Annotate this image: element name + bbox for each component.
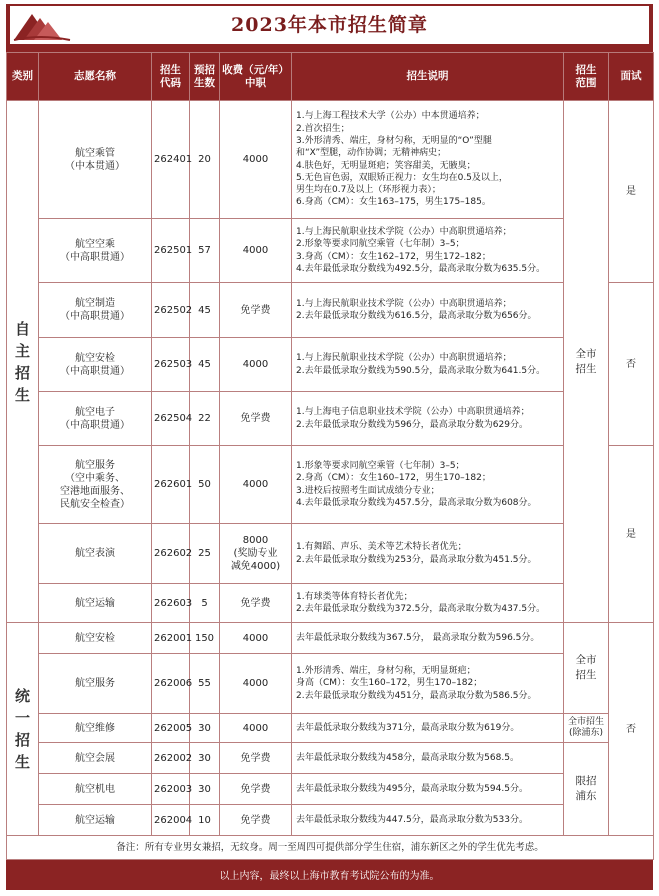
- description-line: 身高（CM）：女生160–172，男生170–182；: [296, 678, 483, 689]
- fee-line: 4000: [242, 154, 269, 165]
- table-row: [7, 219, 654, 283]
- scope-line: 招生: [575, 669, 597, 681]
- program-name-line: （中高职贯通）: [60, 251, 130, 263]
- program-name-line: 航空维修: [75, 722, 115, 734]
- category-unified-enrollment: [7, 623, 39, 836]
- fee-line: 4000: [242, 245, 269, 256]
- program-quota: 30: [190, 743, 220, 774]
- program-name-line: 航空服务: [75, 678, 115, 689]
- program-description: [292, 219, 564, 283]
- description-line: 6.身高（CM）：女生163–175，男生175–185。: [296, 197, 491, 208]
- program-code: 262004: [152, 805, 190, 836]
- description-line: 去年最低录取分数线为371分，最高录取分数为619分。: [296, 722, 520, 733]
- program-name-line: 航空表演: [75, 548, 115, 559]
- program-name-line: 航空安检: [75, 352, 115, 364]
- table-row: [7, 654, 654, 714]
- scope-line: 全市: [575, 347, 597, 360]
- description-line: 3.外形清秀、端庄，身材匀称，无明显的“O”型腿: [296, 135, 492, 146]
- program-name-line: 航空制造: [75, 298, 115, 309]
- description-line: 1.有舞蹈、声乐、美术等艺术特长者优先；: [296, 542, 467, 553]
- description-line: 2.去年最低录取分数线为590.5分，最高录取分数为641.5分。: [296, 365, 546, 376]
- scope-line: (除浦东): [568, 728, 604, 738]
- fee-line: (奖励专业: [233, 548, 278, 559]
- program-quota: 25: [190, 524, 220, 584]
- description-line: 1.与上海工程技术大学（公办）中本贯通培养；: [296, 111, 485, 122]
- program-name: [39, 524, 152, 584]
- table-row: [7, 584, 654, 623]
- table-row: [7, 805, 654, 836]
- category-line: 统: [14, 687, 30, 705]
- scope-citywide: [564, 623, 609, 714]
- description-line: 1.形象等要求同航空乘管（七年制）3–5；: [296, 460, 465, 471]
- program-fee: [220, 623, 292, 654]
- program-fee: [220, 774, 292, 805]
- program-code: 262502: [152, 283, 190, 338]
- program-name: [39, 714, 152, 743]
- program-name: [39, 654, 152, 714]
- description-line: 1.与上海民航职业技术学院（公办）中高职贯通培养；: [296, 353, 512, 364]
- interview-no: 否: [609, 623, 654, 836]
- table-row: [7, 743, 654, 774]
- program-code: 262401: [152, 101, 190, 219]
- program-fee: [220, 446, 292, 524]
- category-line: 主: [14, 341, 30, 360]
- program-fee: [220, 524, 292, 584]
- fee-line: 4000: [242, 632, 269, 644]
- program-name: [39, 774, 152, 805]
- description-line: 2.形象等要求同航空乘管（七年制）3–5；: [296, 239, 465, 250]
- header-name: 志愿名称: [39, 53, 152, 101]
- program-description: [292, 805, 564, 836]
- program-name-line: 航空电子: [75, 406, 115, 418]
- program-description: [292, 392, 564, 446]
- category-line: 招: [14, 363, 30, 382]
- fee-line: 免学费: [240, 304, 271, 316]
- program-quota: 30: [190, 774, 220, 805]
- fee-line: 8000: [242, 535, 269, 546]
- interview-yes: 是: [609, 101, 654, 283]
- scope-citywide-except-pudong: [564, 714, 609, 743]
- description-line: 1.有球类等体育特长者优先；: [296, 591, 413, 602]
- table-row: [7, 623, 654, 654]
- remarks: 备注：所有专业男女兼招，无纹身。周一至周四可提供部分学生住宿，浦东新区之外的学生优先考虑。: [7, 836, 654, 860]
- description-line: 3.身高（CM）：女生162–172，男生172–182；: [296, 251, 491, 262]
- description-line: 2.去年最低录取分数线为253分，最高录取分数为451.5分。: [296, 554, 537, 565]
- program-name: [39, 446, 152, 524]
- program-name-line: 航空运输: [75, 814, 115, 826]
- program-name: [39, 219, 152, 283]
- note-row: [7, 836, 654, 860]
- category-line: 一: [14, 709, 30, 727]
- fee-line: 免学费: [240, 752, 271, 764]
- program-quota: 10: [190, 805, 220, 836]
- program-fee: [220, 101, 292, 219]
- program-name-line: 航空服务: [75, 459, 115, 471]
- category-line: 自: [14, 319, 30, 338]
- description-line: 1.与上海民航职业技术学院（公办）中高职贯通培养；: [296, 226, 512, 237]
- scope-line: 招生: [575, 362, 597, 375]
- program-description: [292, 774, 564, 805]
- description-line: 2.去年最低录取分数线为372.5分，最高录取分数为437.5分。: [296, 604, 546, 614]
- program-name-line: 航空运输: [75, 597, 115, 609]
- program-code: 262003: [152, 774, 190, 805]
- program-name-line: （中本贯通）: [65, 160, 125, 172]
- description-line: 2.身高（CM）：女生160–172，男生170–182；: [296, 473, 491, 484]
- program-fee: [220, 392, 292, 446]
- program-code: 262602: [152, 524, 190, 584]
- program-description: [292, 714, 564, 743]
- program-fee: [220, 654, 292, 714]
- table-row: [7, 774, 654, 805]
- table-row: [7, 283, 654, 338]
- header-interview: 面试: [609, 53, 654, 101]
- footer-note: 以上内容，最终以上海市教育考试院公布的为准。: [219, 871, 440, 882]
- program-name-line: （中高职贯通）: [60, 419, 130, 431]
- program-code: 262005: [152, 714, 190, 743]
- program-fee: [220, 584, 292, 623]
- fee-line: 4000: [242, 678, 269, 689]
- program-name-line: 航空乘管: [75, 147, 115, 159]
- description-line: 2.去年最低录取分数线为616.5分，最高录取分数为656分。: [296, 311, 537, 321]
- program-quota: 30: [190, 714, 220, 743]
- program-fee: [220, 714, 292, 743]
- description-line: 4.肤色好，无明显斑疤；笑容甜美，无腋臭；: [296, 160, 476, 171]
- header-quota: 预招 生数: [190, 53, 220, 101]
- header-description: 招生说明: [292, 53, 564, 101]
- program-fee: [220, 219, 292, 283]
- program-description: [292, 101, 564, 219]
- description-line: 去年最低录取分数线为458分，最高录取分数为568.5。: [296, 752, 519, 763]
- program-code: 262002: [152, 743, 190, 774]
- description-line: 1.与上海民航职业技术学院（公办）中高职贯通培养；: [296, 298, 512, 309]
- scope-citywide: [564, 101, 609, 623]
- program-name: [39, 743, 152, 774]
- program-fee: [220, 338, 292, 392]
- program-description: [292, 743, 564, 774]
- fee-line: 免学费: [240, 814, 271, 826]
- description-line: 去年最低录取分数线为495分，最高录取分数为594.5分。: [296, 783, 528, 794]
- program-code: 262601: [152, 446, 190, 524]
- program-description: [292, 338, 564, 392]
- description-line: 去年最低录取分数线为447.5分，最高录取分数为533分。: [296, 814, 528, 825]
- program-quota: 5: [190, 584, 220, 623]
- program-description: [292, 584, 564, 623]
- program-name-line: 航空空乘: [75, 238, 115, 250]
- category-self-enrollment: [7, 101, 39, 623]
- scope-line: 限招: [575, 775, 597, 787]
- header-row: [7, 53, 654, 101]
- program-code: 262006: [152, 654, 190, 714]
- category-line: 生: [14, 753, 30, 771]
- table-row: [7, 714, 654, 743]
- interview-no: 否: [609, 283, 654, 446]
- program-description: [292, 654, 564, 714]
- program-fee: [220, 743, 292, 774]
- program-quota: 22: [190, 392, 220, 446]
- program-description: [292, 623, 564, 654]
- table-row: [7, 392, 654, 446]
- description-line: 去年最低录取分数线为367.5分， 最高录取分数为596.5分。: [296, 632, 540, 643]
- description-line: 2.去年最低录取分数线为596分，最高录取分数为629分。: [296, 419, 528, 430]
- program-quota: 57: [190, 219, 220, 283]
- fee-line: 免学费: [240, 597, 271, 609]
- program-code: 262503: [152, 338, 190, 392]
- program-name: [39, 805, 152, 836]
- title-bar: [10, 6, 649, 44]
- program-code: 262501: [152, 219, 190, 283]
- table-row: [7, 101, 654, 219]
- header-code: 招生 代码: [152, 53, 190, 101]
- program-name: [39, 283, 152, 338]
- program-name-line: 航空安检: [75, 632, 115, 644]
- description-line: 4.去年最低录取分数线为457.5分，最高录取分数为608分。: [296, 497, 537, 508]
- program-description: [292, 283, 564, 338]
- description-line: 3.进校后按照考生面试成绩分专业；: [296, 485, 440, 496]
- program-name-line: 民航安全检查）: [60, 498, 130, 510]
- header-scope: 招生 范围: [564, 53, 609, 101]
- program-quota: 50: [190, 446, 220, 524]
- program-name: [39, 101, 152, 219]
- program-name: [39, 623, 152, 654]
- program-name-line: （中高职贯通）: [60, 311, 130, 322]
- header-fee: 收费（元/年） 中职: [220, 53, 292, 101]
- scope-line: 全市招生: [567, 717, 604, 727]
- program-fee: [220, 283, 292, 338]
- fee-line: 免学费: [240, 783, 271, 795]
- program-code: 262504: [152, 392, 190, 446]
- program-code: 262001: [152, 623, 190, 654]
- program-name-line: 航空机电: [75, 783, 115, 795]
- category-line: 生: [14, 385, 30, 404]
- description-line: 5.无色盲色弱，双眼矫正视力：女生均在0.5及以上，: [296, 172, 508, 183]
- program-description: [292, 524, 564, 584]
- program-quota: 55: [190, 654, 220, 714]
- program-name-line: （空中乘务、: [65, 472, 125, 484]
- program-quota: 45: [190, 338, 220, 392]
- description-line: 和“X”型腿，动作协调；无精神病史；: [296, 148, 447, 159]
- fee-line: 4000: [242, 359, 269, 370]
- program-description: [292, 446, 564, 524]
- program-name: [39, 584, 152, 623]
- scope-pudong-only: [564, 743, 609, 836]
- description-line: 男生均在0.7及以上（环形视力表）；: [296, 185, 441, 196]
- page-title: 2023年本市招生简章: [231, 14, 428, 36]
- program-quota: 20: [190, 101, 220, 219]
- interview-yes: 是: [609, 446, 654, 623]
- program-fee: [220, 805, 292, 836]
- description-line: 1.外形清秀、端庄，身材匀称，无明显斑疤；: [296, 666, 476, 677]
- program-name-line: 航空会展: [75, 752, 115, 764]
- program-name-line: （中高职贯通）: [60, 365, 130, 377]
- table-row: [7, 338, 654, 392]
- category-line: 招: [14, 731, 30, 749]
- scope-line: 全市: [575, 654, 597, 666]
- admission-table: [6, 52, 654, 860]
- fee-line: 4000: [242, 722, 269, 734]
- program-name: [39, 392, 152, 446]
- description-line: 4.去年最低录取分数线为492.5分，最高录取分数为635.5分。: [296, 263, 546, 274]
- program-name-line: 空港地面服务、: [60, 485, 130, 497]
- program-quota: 45: [190, 283, 220, 338]
- table-row: [7, 446, 654, 524]
- fee-line: 减免4000): [230, 561, 281, 572]
- table-row: [7, 524, 654, 584]
- scope-line: 浦东: [575, 790, 597, 802]
- program-name: [39, 338, 152, 392]
- header-category: 类别: [7, 53, 39, 101]
- description-line: 2.去年最低录取分数线为451分，最高录取分数为586.5分。: [296, 690, 537, 701]
- description-line: 1.与上海电子信息职业技术学院（公办）中高职贯通培养；: [296, 407, 530, 418]
- description-line: 2.首次招生；: [296, 123, 350, 134]
- fee-line: 免学费: [240, 413, 271, 424]
- program-quota: 150: [190, 623, 220, 654]
- fee-line: 4000: [242, 479, 269, 490]
- program-code: 262603: [152, 584, 190, 623]
